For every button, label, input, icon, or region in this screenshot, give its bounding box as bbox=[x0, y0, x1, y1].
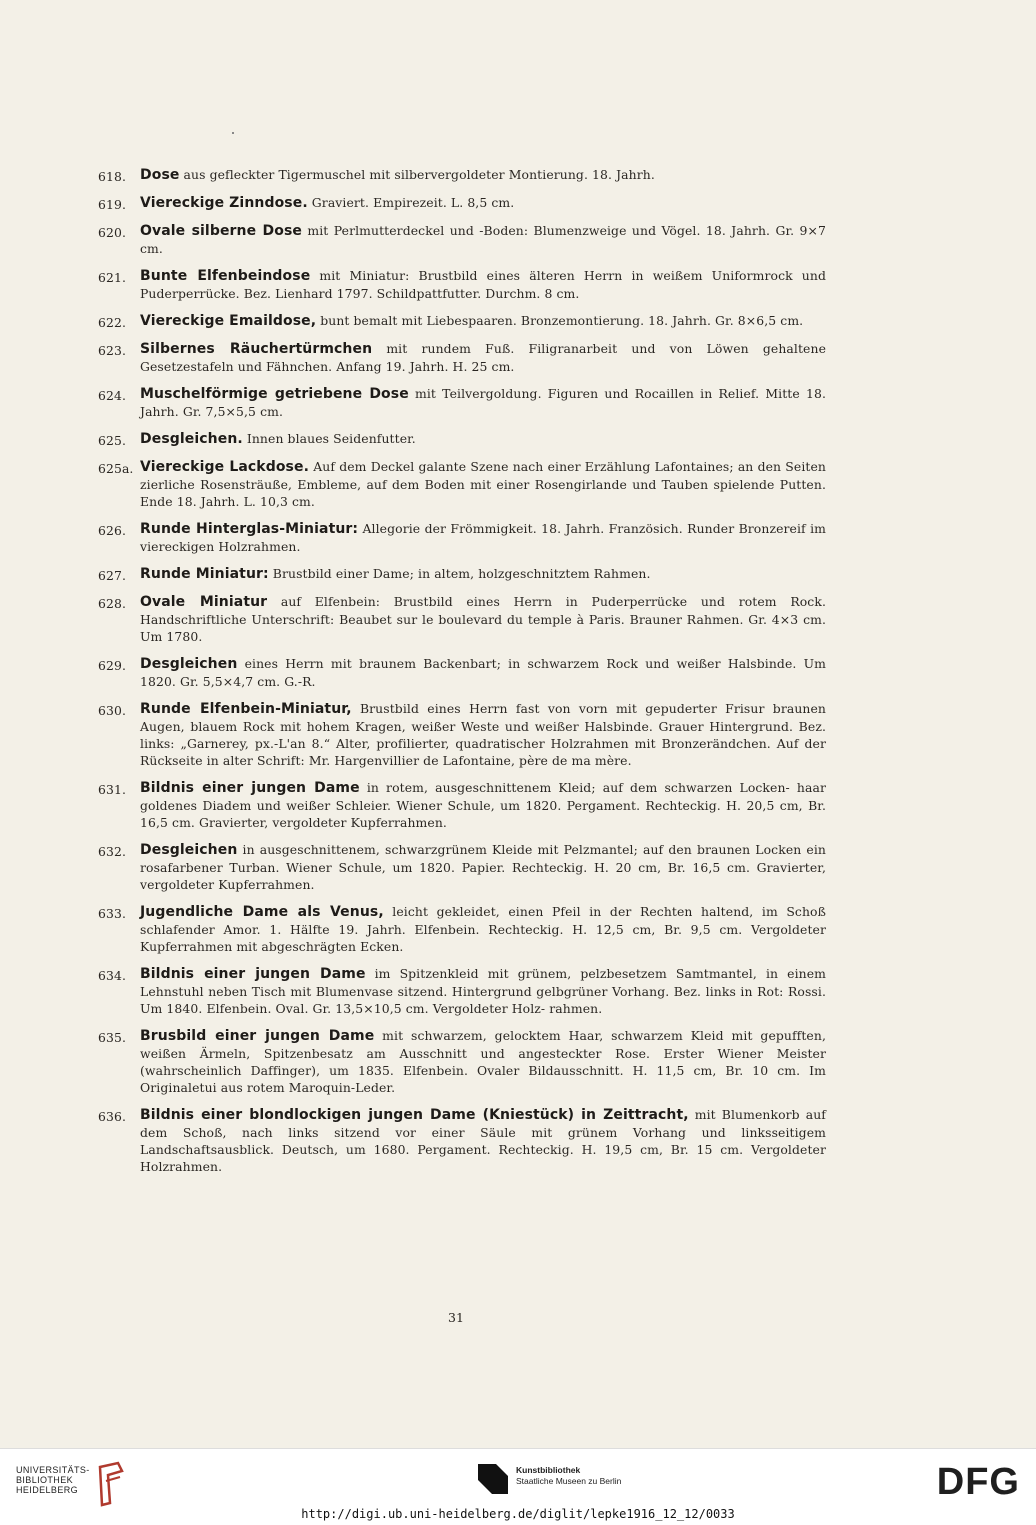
catalog-entry bbox=[98, 385, 826, 420]
entry-number: 623. bbox=[98, 343, 126, 358]
entry-text: bunt bemalt mit Liebespaaren. Bronzemontierung. 18. Jahrh. Gr. 8×6,5 cm. bbox=[316, 313, 804, 328]
entry-title: Muschelförmige getriebene Dose bbox=[140, 386, 409, 402]
entry-text: mit Blumenkorb auf dem Schoß, nach links sitzend vor einer Säule mit grünem Vorhang und linksseitigem Landschaftsausblick. Deutsch, um 1680. Pergament. Rechteckig. H. 19,5 cm, Br. 15 cm. Vergoldeter Holzrahmen. bbox=[140, 1107, 826, 1174]
entry-number: 636. bbox=[98, 1109, 126, 1124]
entry-text: Brustbild einer Dame; in altem, holzgeschnitztem Rahmen. bbox=[268, 566, 651, 581]
entry-text: mit rundem Fuß. Filigranarbeit und von Löwen gehaltene Gesetzestafeln und Fähnchen. Anfang 19. Jahrh. H. 25 cm. bbox=[140, 341, 826, 374]
entry-text: Allegorie der Frömmigkeit. 18. Jahrh. Französich. Runder Bronzereif im viereckigen Holzrahmen. bbox=[140, 521, 826, 554]
entry-title: Desgleichen bbox=[140, 842, 238, 858]
entry-title: Runde Elfenbein-Miniatur, bbox=[140, 701, 352, 717]
entry-number: 622. bbox=[98, 315, 126, 330]
entry-text: Brustbild eines Herrn fast von vorn mit gepuderter Frisur braunen Augen, blauem Rock mit hohem Kragen, weißer Weste und weißer Halsbinde. Grauer Hintergrund. Bez. links: „Garnerey, px.-L'an 8.“ Alter, profilierter, quadratischer Holzrahmen mit Bronzerändchen. Auf der Rückseite in alter Schrift: Mr. Hargenvillier de Lafontaine, père de ma mère. bbox=[140, 701, 827, 768]
entry-title: Desgleichen. bbox=[140, 431, 243, 447]
entry-title: Dose bbox=[140, 167, 180, 183]
catalog-entry bbox=[98, 458, 826, 510]
entry-number: 635. bbox=[98, 1030, 126, 1045]
catalog-entry bbox=[98, 166, 826, 184]
entry-title: Brusbild einer jungen Dame bbox=[140, 1028, 375, 1044]
kunstbibliothek-label bbox=[516, 1465, 621, 1487]
entry-number: 619. bbox=[98, 197, 126, 212]
catalog-entry bbox=[98, 593, 826, 645]
entry-text: leicht gekleidet, einen Pfeil in der Rechten haltend, im Schoß schlafender Amor. 1. Hälfte 19. Jahrh. Elfenbein. Rechteckig. H. 12,5 cm, Br. 9,5 cm. Vergoldeter Kupferrahmen mit abgeschrägten Ecken. bbox=[140, 904, 826, 954]
university-logo-line: BIBLIOTHEK bbox=[16, 1475, 74, 1485]
entry-number: 631. bbox=[98, 782, 126, 797]
entry-number: 632. bbox=[98, 844, 126, 859]
kunstbibliothek-logo-icon[interactable] bbox=[478, 1464, 508, 1494]
entry-text: mit Miniatur: Brustbild eines älteren Herrn in weißem Uniformrock und Puderperrücke. Bez. Lienhard 1797. Schildpattfutter. Durchm. 8 cm. bbox=[140, 268, 827, 301]
entry-number: 618. bbox=[98, 169, 126, 184]
entry-number: 625. bbox=[98, 433, 126, 448]
entry-number: 628. bbox=[98, 596, 126, 611]
entry-title: Bildnis einer jungen Dame bbox=[140, 966, 366, 982]
catalog-entry bbox=[98, 779, 826, 831]
entry-number: 620. bbox=[98, 225, 126, 240]
entry-title: Silbernes Räuchertürmchen bbox=[140, 341, 373, 357]
catalog-entry bbox=[98, 655, 826, 690]
entry-text: auf Elfenbein: Brustbild eines Herrn in Puderperrücke und rotem Rock. Handschriftliche Unterschrift: Beaubet sur le boulevard du temple à Paris. Brauner Rahmen. Gr. 4×3 cm. Um 1780. bbox=[140, 594, 826, 644]
entry-title: Jugendliche Dame als Venus, bbox=[140, 904, 384, 920]
entry-number: 624. bbox=[98, 388, 126, 403]
catalog-entry bbox=[98, 700, 826, 769]
entry-text: eines Herrn mit braunem Backenbart; in schwarzem Rock und weißer Halsbinde. Um 1820. Gr. 5,5×4,7 cm. G.-R. bbox=[140, 656, 826, 689]
university-logo-line: HEIDELBERG bbox=[16, 1485, 79, 1495]
entry-title: Bildnis einer jungen Dame bbox=[140, 780, 360, 796]
entry-text: mit Teilvergoldung. Figuren und Rocaillen in Relief. Mitte 18. Jahrh. Gr. 7,5×5,5 cm. bbox=[140, 386, 826, 419]
page-number: 31 bbox=[448, 1310, 464, 1325]
entry-text: in rotem, ausgeschnittenem Kleid; auf dem schwarzen Locken- haar goldenes Diadem und weißer Schleier. Wiener Schule, um 1820. Pergament. Rechteckig. H. 20,5 cm, Br. 16,5 cm. Gravierter, vergoldeter Kupferrahmen. bbox=[140, 780, 826, 830]
viewer-footer bbox=[0, 1448, 1036, 1525]
entry-title: Runde Hinterglas-Miniatur: bbox=[140, 521, 359, 537]
university-library-logo[interactable] bbox=[16, 1465, 90, 1495]
catalog-entry bbox=[98, 194, 826, 212]
entry-title: Ovale Miniatur bbox=[140, 594, 268, 610]
university-emblem-icon bbox=[96, 1461, 126, 1507]
kunstbibliothek-title: Kunstbibliothek bbox=[516, 1465, 581, 1475]
catalog-entry bbox=[98, 841, 826, 893]
entry-text: Innen blaues Seidenfutter. bbox=[242, 431, 416, 446]
catalog-entry bbox=[98, 1106, 826, 1175]
catalog-entry bbox=[98, 312, 826, 330]
catalog-entries bbox=[98, 166, 826, 1185]
entry-text: mit Perlmutterdeckel und -Boden: Blumenzweige und Vögel. 18. Jahrh. Gr. 9×7 cm. bbox=[140, 223, 826, 256]
entry-number: 626. bbox=[98, 523, 126, 538]
catalog-entry bbox=[98, 903, 826, 955]
university-logo-line: UNIVERSITÄTS- bbox=[16, 1465, 90, 1475]
entry-text: Graviert. Empirezeit. L. 8,5 cm. bbox=[307, 195, 515, 210]
catalog-entry bbox=[98, 520, 826, 555]
entry-number: 633. bbox=[98, 906, 126, 921]
entry-text: Auf dem Deckel galante Szene nach einer Erzählung Lafontaines; an den Seiten zierliche Rosensträuße, Embleme, auf dem Boden mit einer Rosengirlande und Tauben spielende Putten. Ende 18. Jahrh. L. 10,3 cm. bbox=[140, 459, 826, 509]
entry-title: Runde Miniatur: bbox=[140, 566, 269, 582]
paper-speck bbox=[232, 132, 234, 134]
entry-title: Viereckige Emaildose, bbox=[140, 313, 317, 329]
catalog-entry bbox=[98, 340, 826, 375]
entry-text: im Spitzenkleid mit grünem, pelzbesetzem Samtmantel, in einem Lehnstuhl neben Tisch mit Blumenvase sitzend. Hintergrund gelbgrüner Vorhang. Bez. links in Rot: Rossi. Um 1840. Elfenbein. Oval. Gr. 13,5×10,5 cm. Vergoldeter Holz- rahmen. bbox=[140, 966, 826, 1016]
catalog-entry bbox=[98, 1027, 826, 1096]
dfg-logo[interactable]: DFG bbox=[936, 1461, 1020, 1503]
catalog-entry bbox=[98, 222, 826, 257]
entry-text: mit schwarzem, gelocktem Haar, schwarzem Kleid mit gepufften, weißen Ärmeln, Spitzenbesatz am Ausschnitt und angesteckter Rose. Erster Wiener Meister (wahrscheinlich Daffinger), um 1835. Elfenbein. Ovaler Bildausschnitt. H. 11,5 cm, Br. 10 cm. Im Originaletui aus rotem Maroquin-Leder. bbox=[140, 1028, 826, 1095]
entry-text: aus gefleckter Tigermuschel mit silbervergoldeter Montierung. 18. Jahrh. bbox=[179, 167, 655, 182]
entry-number: 630. bbox=[98, 703, 126, 718]
entry-number: 625a. bbox=[98, 461, 134, 476]
entry-title: Viereckige Lackdose. bbox=[140, 459, 309, 475]
catalog-entry bbox=[98, 267, 826, 302]
entry-number: 627. bbox=[98, 568, 126, 583]
entry-title: Ovale silberne Dose bbox=[140, 223, 302, 239]
entry-title: Bunte Elfenbeindose bbox=[140, 268, 311, 284]
entry-number: 634. bbox=[98, 968, 126, 983]
entry-number: 629. bbox=[98, 658, 126, 673]
entry-text: in ausgeschnittenem, schwarzgrünem Kleide mit Pelzmantel; auf den braunen Locken ein rosafarbener Turban. Wiener Schule, um 1820. Papier. Rechteckig. H. 20 cm, Br. 16,5 cm. Gravierter, vergoldeter Kupferrahmen. bbox=[140, 842, 826, 892]
entry-title: Viereckige Zinndose. bbox=[140, 195, 308, 211]
entry-title: Bildnis einer blondlockigen jungen Dame (Kniestück) in Zeittracht, bbox=[140, 1107, 689, 1123]
kunstbibliothek-subtitle: Staatliche Museen zu Berlin bbox=[516, 1476, 622, 1486]
catalog-entry bbox=[98, 565, 826, 583]
page-url-link[interactable]: http://digi.ub.uni-heidelberg.de/diglit/lepke1916_12_12/0033 bbox=[301, 1507, 735, 1521]
entry-title: Desgleichen bbox=[140, 656, 238, 672]
catalog-entry bbox=[98, 965, 826, 1017]
catalog-entry bbox=[98, 430, 826, 448]
entry-number: 621. bbox=[98, 270, 126, 285]
